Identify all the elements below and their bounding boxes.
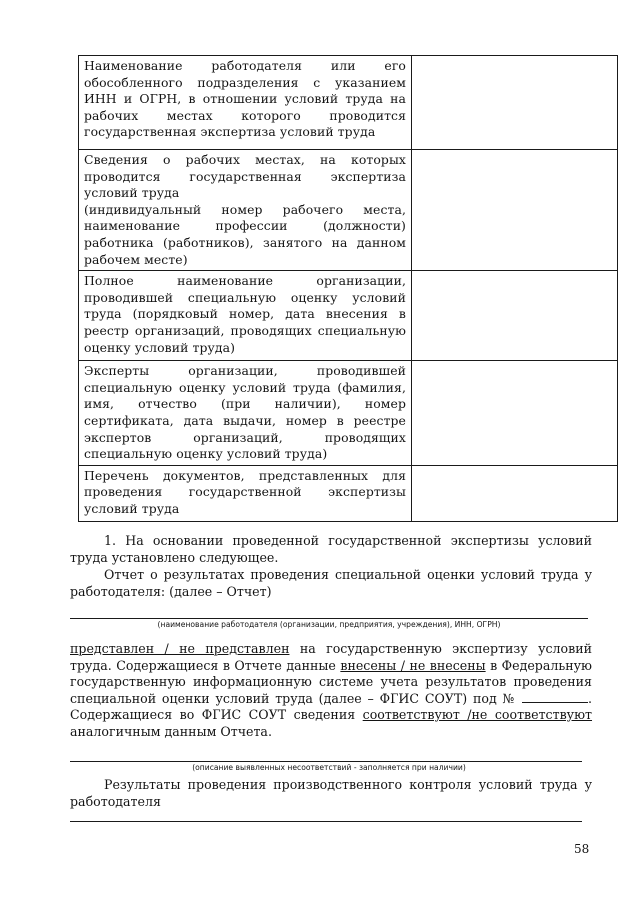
table-row [79, 465, 618, 521]
contained-b: в Федеральную государственную информационную системе учета результатов проведения специальной оценки условий труда (далее – ФГИС СОУТ) под № [70, 657, 592, 706]
table-row [79, 150, 618, 271]
row-label-organization [79, 271, 412, 361]
entered-choice[interactable]: внесены / не внесены [340, 657, 486, 673]
submitted-tail: на государственную экспертизу условий труда. [70, 641, 592, 673]
fgis-number-blank[interactable] [522, 691, 588, 703]
employer-caption: (наименование работодателя (организации, предприятия, учреждения), ИНН, ОГРН) [157, 620, 501, 629]
row-label-text: Эксперты организации, проводившей специальную оценку условий труда (фамилия, имя, отчество (при наличии), номер сертификата, дата выдачи, номер в реестре экспертов организаций, проводящих специальную оценку условий труда) [84, 363, 406, 462]
info-table [78, 55, 618, 522]
report-status-paragraph [70, 641, 592, 741]
row-value-experts[interactable] [412, 361, 618, 466]
discrepancy-caption: (описание выявленных несоответствий - заполняется при наличии) [192, 763, 466, 772]
submitted-choice[interactable]: представлен / не представлен [70, 641, 290, 656]
row-label-workplaces [79, 150, 412, 271]
discrepancy-blank-line[interactable] [70, 761, 582, 762]
employer-blank-line[interactable] [70, 618, 588, 619]
row-label-extra: (индивидуальный номер рабочего места, наименование профессии (должности) работника (работников), занятого на данном рабочем месте) [84, 201, 406, 267]
row-label-text: Полное наименование организации, проводившей специальную оценку условий труда (порядковый номер, дата внесения в реестр организаций, проводящих специальную оценку условий труда) [84, 273, 406, 355]
row-value-workplaces[interactable] [412, 150, 618, 271]
row-value-employer[interactable] [412, 56, 618, 150]
table-row [79, 56, 618, 150]
table-row [79, 361, 618, 466]
report-intro: Отчет о результатах проведения специальной оценки условий труда у работодателя: (далее – Отчет) [70, 567, 592, 599]
row-value-organization[interactable] [412, 271, 618, 361]
section-1-intro: 1. На основании проведенной государственной экспертизы условий труда установлено следующее. [70, 533, 592, 565]
page-number: 58 [574, 842, 590, 856]
row-value-documents[interactable] [412, 465, 618, 521]
production-control-blank-line[interactable] [70, 821, 582, 822]
fgis-b: аналогичным данным Отчета. [70, 723, 272, 739]
row-label-employer [79, 56, 412, 150]
table-row [79, 271, 618, 361]
row-label-text: Сведения о рабочих местах, на которых проводится государственная экспертиза условий труда [84, 152, 406, 201]
match-choice[interactable]: соответствуют /не соответствуют [362, 707, 593, 723]
row-label-experts [79, 361, 412, 466]
row-label-documents [79, 465, 412, 521]
contained-end: . [587, 690, 592, 706]
row-label-text: Наименование работодателя или его обособленного подразделения с указанием ИНН и ОГРН, в отношении условий труда на рабочих местах которого проводится государственная экспертиза условий труда [84, 58, 406, 140]
fgis-a: Содержащиеся во ФГИС СОУТ сведения [70, 707, 363, 723]
contained-a: Содержащиеся в Отчете данные [116, 657, 341, 673]
production-control-text: Результаты проведения производственного контроля условий труда у работодателя [70, 777, 592, 809]
row-label-text: Перечень документов, представленных для проведения государственной экспертизы условий труда [84, 467, 406, 516]
